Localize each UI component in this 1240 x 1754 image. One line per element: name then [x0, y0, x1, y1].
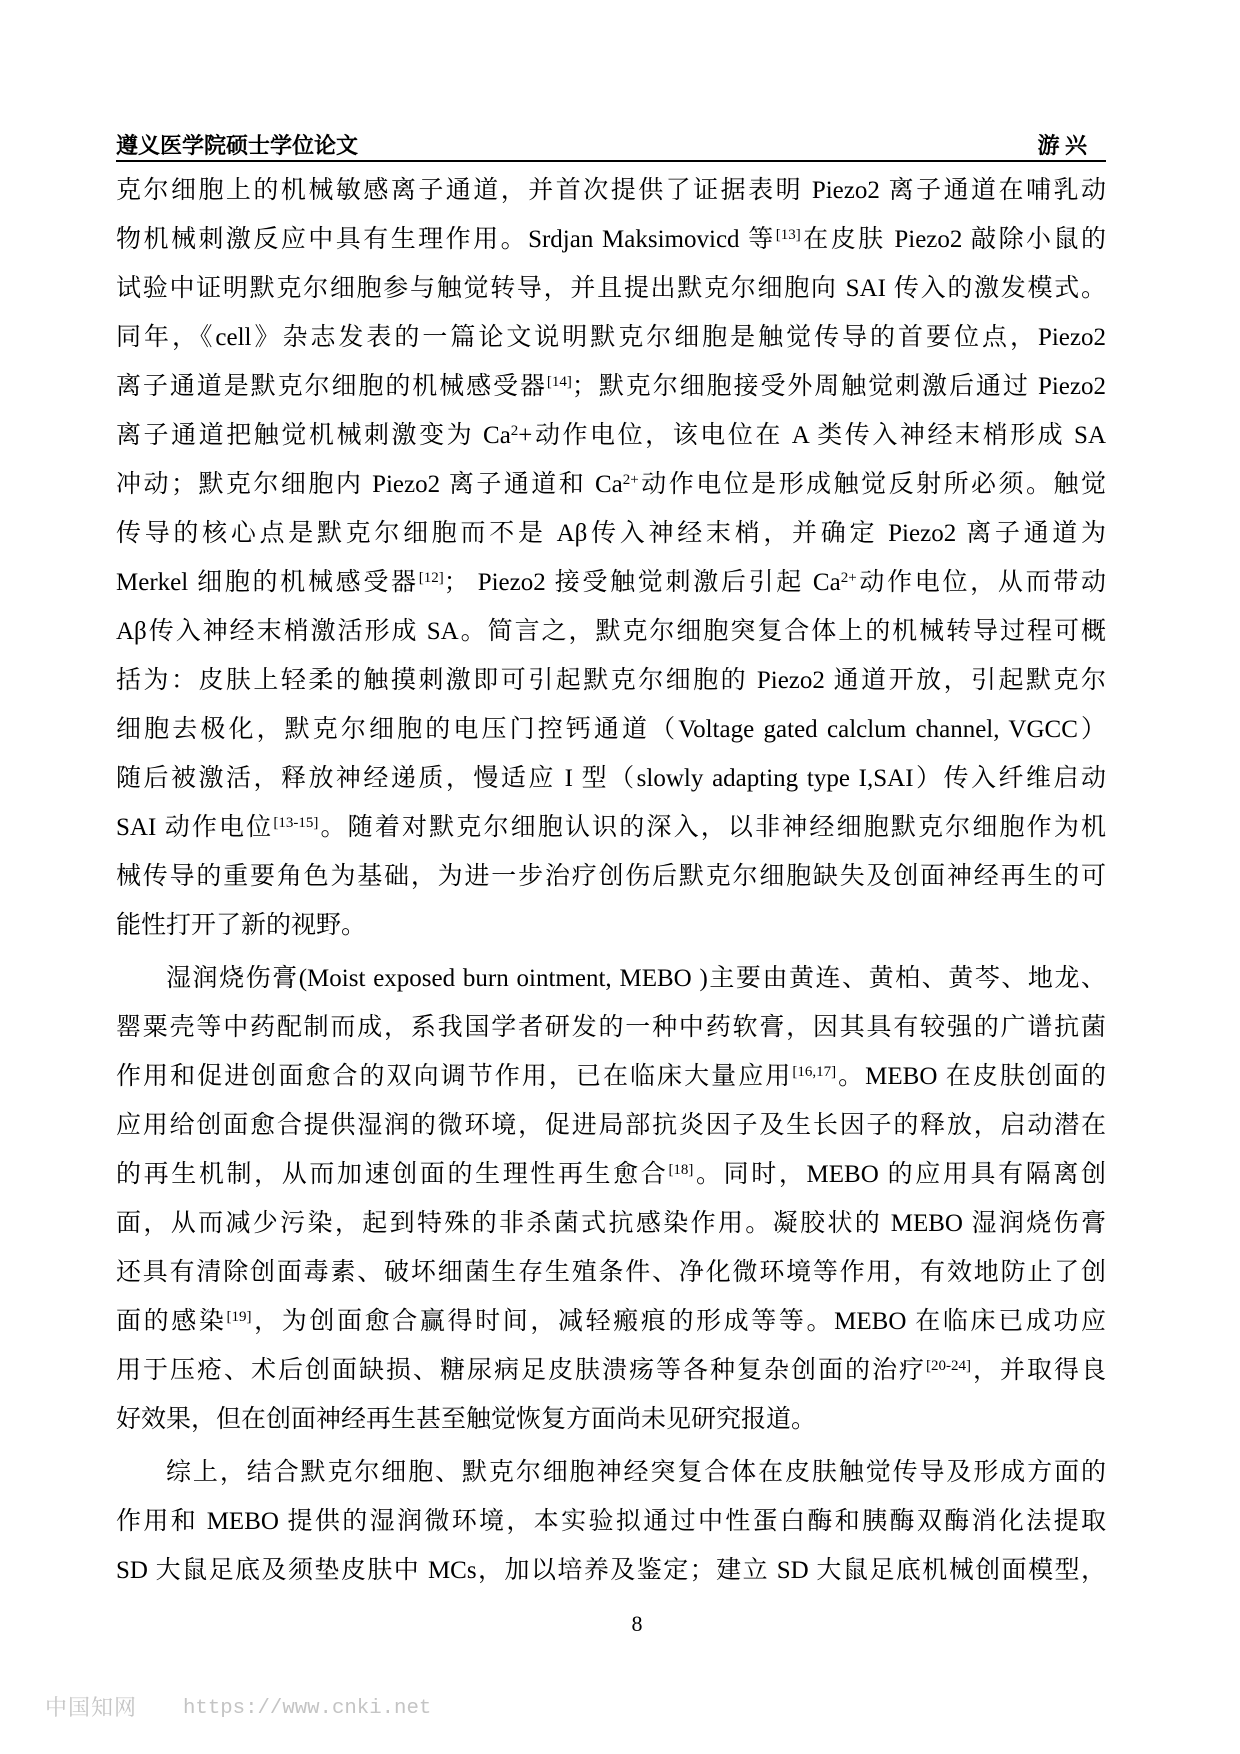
text-line [116, 1546, 1106, 1595]
body-text [116, 166, 1106, 1595]
text-line [116, 1346, 1106, 1395]
text-run: 罂粟壳等中药配制而成，系我国学者研发的一种中药软膏，因其具有较强的广谱抗菌 [116, 1014, 1106, 1041]
text-run: +动作电位，该电位在 A 类传入神经末梢形成 SA [518, 422, 1106, 449]
text-line [116, 901, 1106, 950]
text-run: 物机械刺激反应中具有生理作用。Srdjan Maksimovicd 等 [116, 226, 776, 253]
text-line [116, 1052, 1106, 1101]
text-line [116, 1101, 1106, 1150]
text-run: 试验中证明默克尔细胞参与触觉转导，并且提出默克尔细胞向 SAI 传入的激发模式。 [116, 275, 1106, 302]
watermark-logo-text: 中国知网 [45, 1696, 138, 1721]
text-line [116, 1497, 1106, 1546]
text-run: 冲动；默克尔细胞内 Piezo2 离子通道和 Ca [116, 471, 623, 498]
text-run: 还具有清除创面毒素、破坏细菌生存生殖条件、净化微环境等作用，有效地防止了创 [116, 1259, 1106, 1286]
text-run: ，为创面愈合赢得时间，减轻瘢痕的形成等等。MEBO 在临床已成功应 [251, 1308, 1106, 1335]
text-run: 湿润烧伤膏(Moist exposed burn ointment, MEBO )主要由黄连、黄柏、黄芩、地龙、 [166, 965, 1106, 992]
text-run: 应用给创面愈合提供湿润的微环境，促进局部抗炎因子及生长因子的释放，启动潜在 [116, 1112, 1106, 1139]
text-line [116, 166, 1106, 215]
body-paragraph [116, 166, 1106, 950]
text-line [116, 1395, 1106, 1444]
superscript: 2+ [840, 569, 857, 586]
text-line [116, 754, 1106, 803]
text-line [116, 1248, 1106, 1297]
text-line [116, 1150, 1106, 1199]
text-run: 动作电位是形成触觉反射所必须。触觉 [638, 471, 1106, 498]
header-title: 遵义医学院硕士学位论文 [116, 133, 359, 158]
text-line [116, 362, 1106, 411]
text-run: Aβ传入神经末梢激活形成 SA。简言之，默克尔细胞突复合体上的机械转导过程可概 [116, 618, 1106, 645]
superscript: [20-24] [925, 1357, 971, 1374]
text-line [116, 1003, 1106, 1052]
header-author: 游 兴 [1037, 133, 1087, 158]
text-run: SAI 动作电位 [116, 814, 274, 841]
text-line [116, 705, 1106, 754]
text-run: 动作电位，从而带动 [856, 569, 1106, 596]
text-run: 。MEBO 在皮肤创面的 [836, 1063, 1106, 1090]
text-run: 。随着对默克尔细胞认识的深入，以非神经细胞默克尔细胞作为机 [318, 814, 1106, 841]
superscript: [14] [546, 373, 572, 390]
body-paragraph [116, 954, 1106, 1444]
text-run: 传导的核心点是默克尔细胞而不是 Aβ传入神经末梢，并确定 Piezo2 离子通道为 [116, 520, 1106, 547]
superscript: [18] [668, 1161, 694, 1178]
text-run: ； Piezo2 接受触觉刺激后引起 Ca [443, 569, 841, 596]
superscript: [13-15] [273, 814, 319, 831]
superscript: [12] [418, 569, 444, 586]
text-line [116, 264, 1106, 313]
text-line [116, 411, 1106, 460]
text-run: 。同时，MEBO 的应用具有隔离创 [693, 1161, 1106, 1188]
text-run: Merkel 细胞的机械感受器 [116, 569, 419, 596]
text-run: 离子通道把触觉机械刺激变为 Ca [116, 422, 511, 449]
text-run: 面，从而减少污染，起到特殊的非杀菌式抗感染作用。凝胶状的 MEBO 湿润烧伤膏 [116, 1210, 1106, 1237]
running-header [116, 131, 1106, 161]
text-run: 好效果，但在创面神经再生甚至触觉恢复方面尚未见研究报道。 [116, 1406, 817, 1433]
text-run: 括为：皮肤上轻柔的触摸刺激即可引起默克尔细胞的 Piezo2 通道开放，引起默克尔 [116, 667, 1106, 694]
text-line [116, 313, 1106, 362]
text-run: 在皮肤 Piezo2 敲除小鼠的 [800, 226, 1106, 253]
text-line [116, 558, 1106, 607]
text-run: 综上，结合默克尔细胞、默克尔细胞神经突复合体在皮肤触觉传导及形成方面的 [166, 1459, 1106, 1486]
text-run: 细胞去极化，默克尔细胞的电压门控钙通道（Voltage gated calclum channel, VGCC） [116, 716, 1106, 743]
text-line [116, 1448, 1106, 1497]
superscript: [16,17] [792, 1063, 837, 1080]
superscript: 2+ [622, 471, 639, 488]
text-run: 作用和促进创面愈合的双向调节作用，已在临床大量应用 [116, 1063, 793, 1090]
text-run: 同年，《cell》杂志发表的一篇论文说明默克尔细胞是触觉传导的首要位点，Piezo2 [116, 324, 1106, 351]
watermark-url: https://www.cnki.net [183, 1697, 432, 1720]
text-line [116, 1297, 1106, 1346]
text-line [116, 509, 1106, 558]
page-number: 8 [631, 1611, 643, 1636]
superscript: 2 [510, 422, 519, 439]
header-rule [116, 160, 1106, 162]
superscript: [19] [226, 1308, 252, 1325]
text-run: 离子通道是默克尔细胞的机械感受器 [116, 373, 547, 400]
text-line [116, 460, 1106, 509]
text-run: 的再生机制，从而加速创面的生理性再生愈合 [116, 1161, 669, 1188]
text-line [116, 1199, 1106, 1248]
text-run: 械传导的重要角色为基础，为进一步治疗创伤后默克尔细胞缺失及创面神经再生的可 [116, 863, 1106, 890]
text-line [116, 607, 1106, 656]
text-line [116, 215, 1106, 264]
text-run: 用于压疮、术后创面缺损、糖尿病足皮肤溃疡等各种复杂创面的治疗 [116, 1357, 926, 1384]
body-paragraph [116, 1448, 1106, 1595]
text-run: ，并取得良 [970, 1357, 1106, 1384]
text-run: ；默克尔细胞接受外周触觉刺激后通过 Piezo2 [571, 373, 1106, 400]
text-line [116, 656, 1106, 705]
text-run: 面的感染 [116, 1308, 227, 1335]
text-line [116, 852, 1106, 901]
text-run: SD 大鼠足底及须垫皮肤中 MCs，加以培养及鉴定；建立 SD 大鼠足底机械创面模型， [116, 1557, 1106, 1584]
text-run: 能性打开了新的视野。 [116, 912, 367, 939]
superscript: [13] [775, 226, 801, 243]
text-line [116, 954, 1106, 1003]
text-run: 克尔细胞上的机械敏感离子通道，并首次提供了证据表明 Piezo2 离子通道在哺乳动 [116, 177, 1106, 204]
text-run: 作用和 MEBO 提供的湿润微环境，本实验拟通过中性蛋白酶和胰酶双酶消化法提取 [116, 1508, 1106, 1535]
text-line [116, 803, 1106, 852]
text-run: 随后被激活，释放神经递质，慢适应 I 型（slowly adapting type I,SAI）传入纤维启动 [116, 765, 1106, 792]
